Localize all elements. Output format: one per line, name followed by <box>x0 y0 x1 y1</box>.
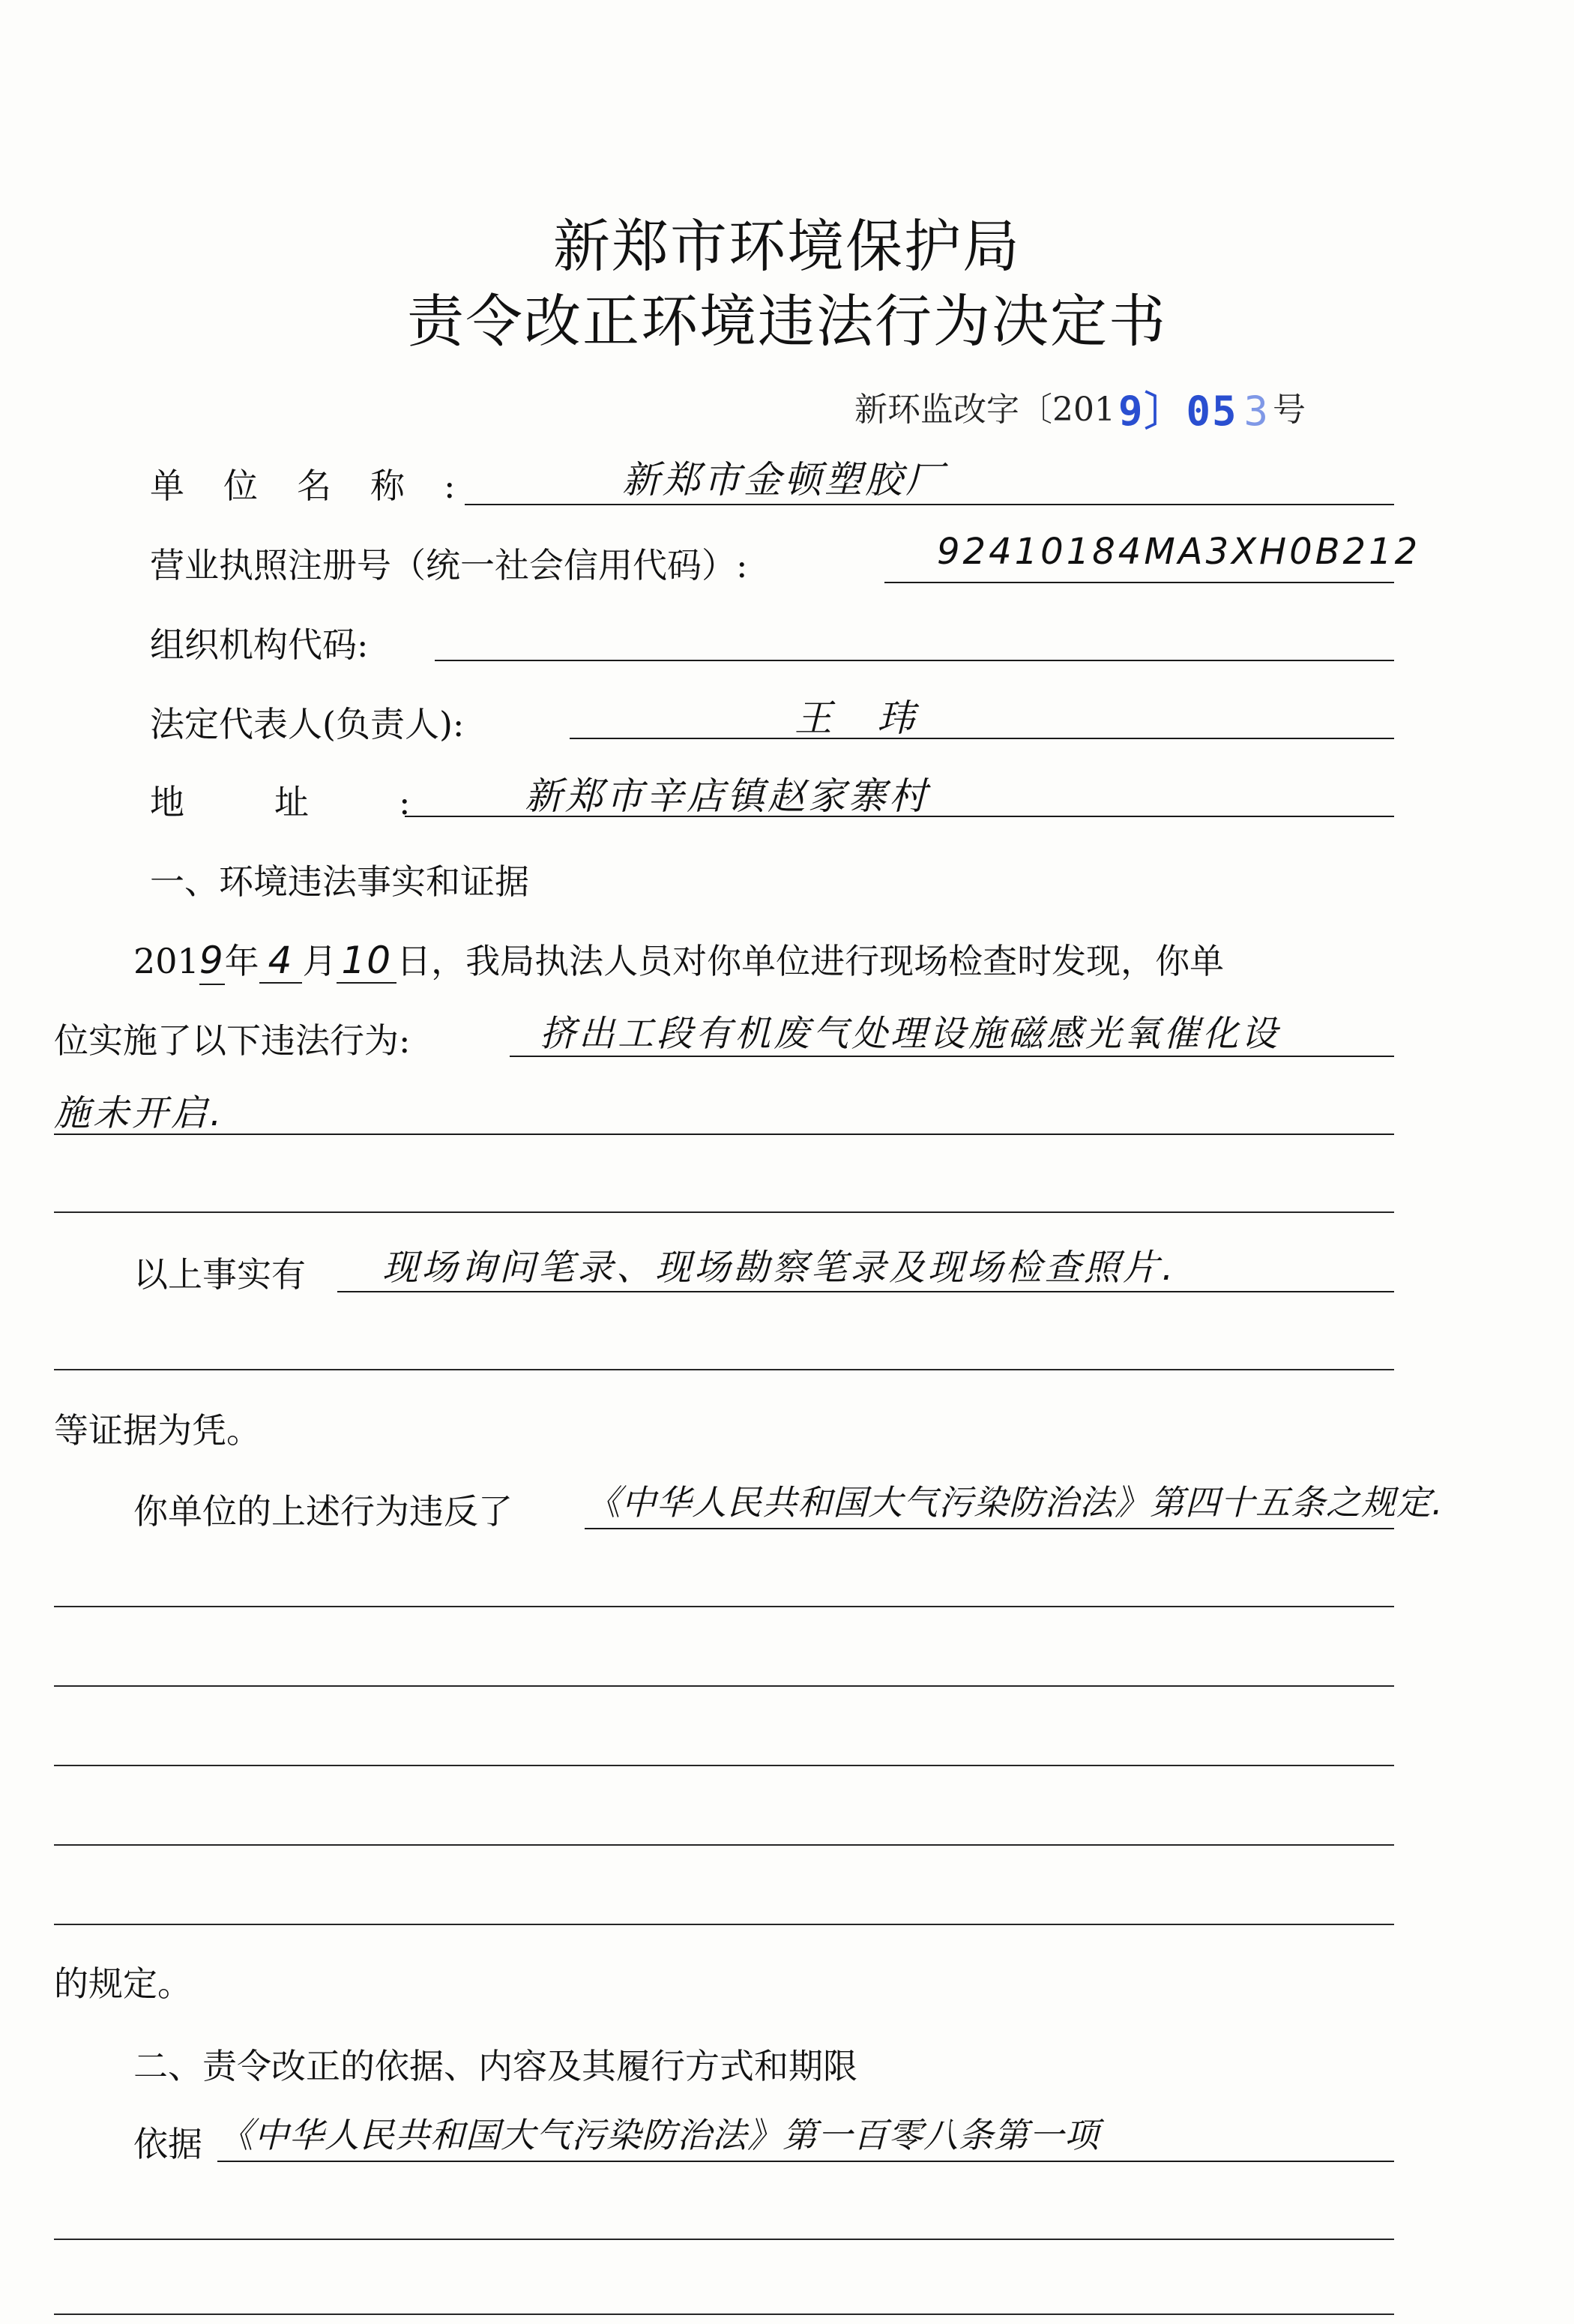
date-day: 10 <box>337 939 396 984</box>
evidence-suffix: 等证据为凭。 <box>54 1410 261 1451</box>
blank-line <box>54 1211 1394 1213</box>
address-label: 地址: <box>150 782 501 822</box>
date-year-prefix: 201 <box>133 941 199 981</box>
violation-text-2: 施未开启. <box>54 1092 225 1134</box>
license-label: 营业执照注册号（统一社会信用代码）: <box>150 545 748 585</box>
blank-line <box>54 1844 1394 1846</box>
blank-line <box>54 1606 1394 1607</box>
violates-prefix: 你单位的上述行为违反了 <box>133 1491 513 1532</box>
unit-name-label: 单位名称: <box>150 466 495 506</box>
blank-line <box>54 2314 1394 2315</box>
blank-line <box>54 2239 1394 2240</box>
license-value: 92410184MA3XH0B212 <box>937 531 1421 573</box>
org-code-label: 组织机构代码: <box>150 624 369 665</box>
document-title: 责令改正环境违法行为决定书 <box>407 288 1167 355</box>
evidence-prefix: 以上事实有 <box>133 1254 306 1295</box>
evidence-value: 现场询问笔录、现场勘察笔录及现场检查照片. <box>382 1247 1177 1289</box>
date-month: 4 <box>259 939 303 984</box>
unit-name-value: 新郑市金顿塑胶厂 <box>622 458 946 502</box>
legal-rep-line <box>570 738 1394 739</box>
violates-value: 《中华人民共和国大气污染防治法》第四十五条之规定. <box>586 1482 1444 1523</box>
blank-line <box>54 1765 1394 1766</box>
basis-prefix: 依据 <box>133 2124 202 2164</box>
document-number-stamp-faded: 3 <box>1243 388 1270 435</box>
evidence-line <box>337 1291 1394 1292</box>
violation-intro: 位实施了以下违法行为: <box>54 1020 411 1061</box>
date-year-suffix: 年 <box>224 941 259 981</box>
date-month-suffix: 月 <box>302 941 337 981</box>
inspection-date-line <box>133 934 1224 984</box>
date-year-digit: 9 <box>199 939 225 985</box>
section2-heading: 二、责令改正的依据、内容及其履行方式和期限 <box>133 2046 857 2086</box>
legal-rep-label: 法定代表人(负责人): <box>150 704 465 744</box>
unit-name-line <box>465 504 1394 505</box>
document-number-stamp: 9〕05 <box>1118 388 1238 435</box>
license-line <box>884 582 1394 583</box>
violates-line <box>585 1528 1394 1529</box>
document-number-suffix: 号 <box>1273 391 1306 429</box>
basis-value: 《中华人民共和国大气污染防治法》第一百零八条第一项 <box>219 2115 1100 2155</box>
date-day-suffix: 日，我局执法人员对你单位进行现场检查时发现，你单 <box>396 941 1225 981</box>
address-value: 新郑市辛店镇赵家寨村 <box>525 774 929 818</box>
section1-heading: 一、环境违法事实和证据 <box>150 861 529 902</box>
org-code-line <box>435 660 1394 661</box>
document-number-prefix: 新环监改字〔201 <box>854 391 1115 429</box>
document-number <box>854 375 1306 433</box>
legal-rep-value: 王玮 <box>794 696 959 740</box>
blank-line <box>54 1924 1394 1925</box>
agency-title: 新郑市环境保护局 <box>553 213 1021 280</box>
violation-line-2 <box>54 1134 1394 1135</box>
blank-line <box>54 1685 1394 1687</box>
violation-text-1: 挤出工段有机废气处理设施磁感光氧催化设 <box>540 1013 1281 1055</box>
basis-line <box>217 2161 1394 2162</box>
blank-line <box>54 1369 1394 1370</box>
violates-suffix: 的规定。 <box>54 1963 192 2004</box>
